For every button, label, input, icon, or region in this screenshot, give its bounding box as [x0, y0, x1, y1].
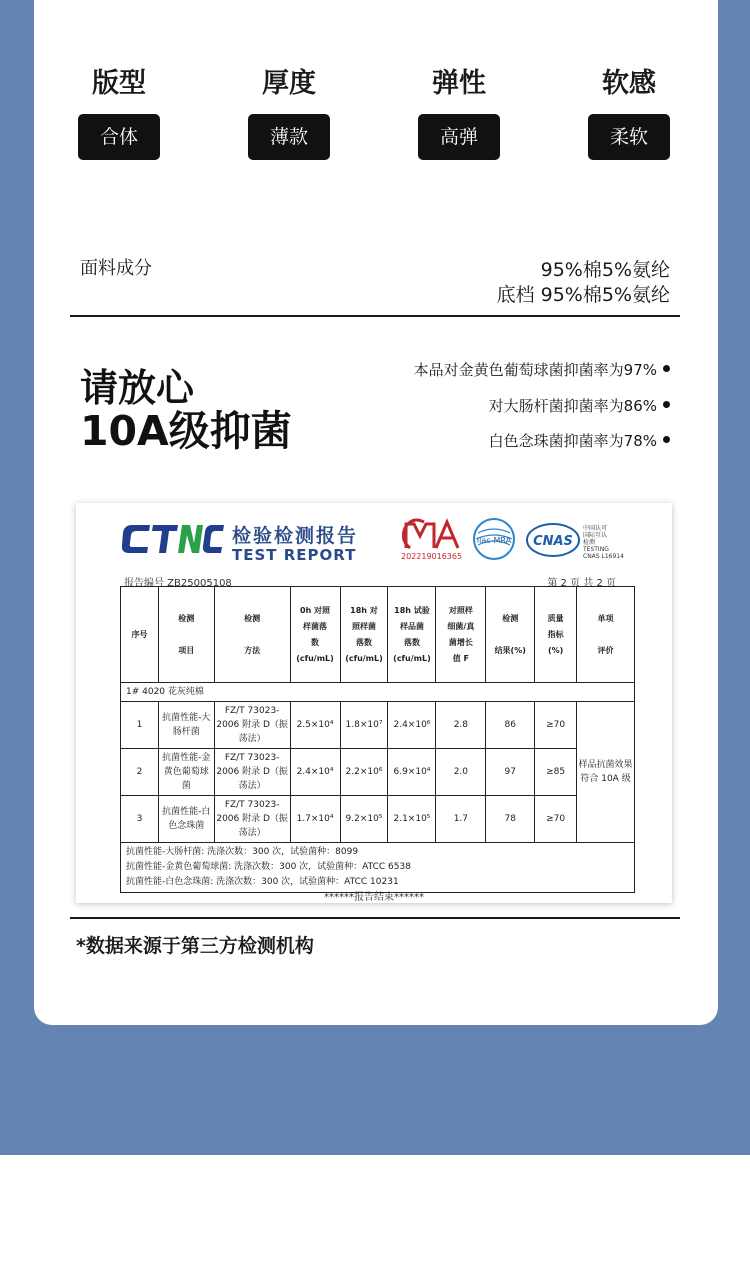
divider: [70, 917, 680, 919]
rate-text: 对大肠杆菌抑菌率为86%: [488, 397, 657, 415]
table-header: 检测 项目: [158, 587, 214, 683]
cell-method: FZ/T 73023-2006 附录 D（振荡法）: [214, 702, 290, 749]
cell-no: 2: [121, 749, 159, 796]
headline-line2: 10A级抑菌: [80, 407, 292, 455]
cell-t18: 2.4×10⁶: [388, 702, 436, 749]
test-report-image: [76, 503, 672, 903]
cnas-side-text: [583, 525, 624, 560]
table-header: 单项 评价: [577, 587, 635, 683]
sample-row: [121, 683, 635, 702]
cell-item: 抗菌性能-大肠杆菌: [158, 702, 214, 749]
report-number: 报告编号 ZB25005108: [124, 578, 232, 589]
notes-row: [121, 843, 635, 893]
attribute-label: 厚度: [262, 68, 316, 99]
report-table: [120, 586, 635, 893]
cell-c0: 1.7×10⁴: [290, 796, 340, 843]
ctc-logo-icon: [120, 519, 225, 559]
cell-f: 2.0: [436, 749, 486, 796]
cell-f: 1.7: [436, 796, 486, 843]
attribute-badge: 合体: [78, 114, 160, 160]
attribute-badge: 高弹: [418, 114, 500, 160]
cell-c0: 2.4×10⁴: [290, 749, 340, 796]
cell-t18: 2.1×10⁵: [388, 796, 436, 843]
table-row: [121, 796, 635, 843]
table-header-row: [121, 587, 635, 683]
bullet-dot-icon: [663, 365, 670, 372]
cell-index: ≥70: [535, 796, 577, 843]
cell-item: 抗菌性能-白色念珠菌: [158, 796, 214, 843]
attribute-badge: 薄款: [248, 114, 330, 160]
attribute-softness: [579, 66, 679, 160]
cnas-side-line: TESTING: [583, 546, 609, 553]
note-line: 抗菌性能-白色念珠菌: 洗涤次数：300 次，试验菌种：ATCC 10231: [126, 877, 399, 887]
cell-c18: 9.2×10⁵: [340, 796, 388, 843]
rate-item: [489, 395, 670, 416]
cma-number: 202219016365: [401, 552, 463, 561]
cnas-side-line: 中国认可: [583, 525, 608, 532]
rate-item: [414, 359, 670, 380]
cell-c0: 2.5×10⁴: [290, 702, 340, 749]
cell-result: 86: [486, 702, 535, 749]
fabric-main-value: 95%棉5%氨纶: [540, 259, 670, 281]
attribute-label: 弹性: [432, 68, 486, 99]
cell-result: 97: [486, 749, 535, 796]
table-header: 检测 方法: [214, 587, 290, 683]
table-header: 序号: [121, 587, 159, 683]
cell-no: 3: [121, 796, 159, 843]
notes-cell: [121, 843, 635, 893]
table-header: 0h 对照 样菌落 数 (cfu/mL): [290, 587, 340, 683]
cell-f: 2.8: [436, 702, 486, 749]
rate-text: 白色念珠菌抑菌率为78%: [488, 432, 657, 450]
cell-evaluation: 样品抗菌效果符合 10A 级: [577, 702, 635, 843]
table-header: 检测 结果(%): [486, 587, 535, 683]
cnas-side-line: 国际互认: [583, 532, 608, 539]
report-title-cn: 检验检测报告: [232, 525, 359, 547]
fabric-crotch-value: 底档 95%棉5%氨纶: [496, 284, 670, 306]
table-header: 对照样 细菌/真 菌增长 值 F: [436, 587, 486, 683]
attribute-label: 版型: [92, 68, 146, 99]
cell-no: 1: [121, 702, 159, 749]
divider: [70, 315, 680, 317]
cell-method: FZ/T 73023-2006 附录 D（振荡法）: [214, 749, 290, 796]
rate-text: 本品对金黄色葡萄球菌抑菌率为97%: [413, 361, 657, 379]
attribute-elasticity: [409, 66, 509, 160]
attribute-thickness: [239, 66, 339, 160]
report-end: ******报告结束******: [324, 892, 424, 903]
table-row: [121, 749, 635, 796]
table-header: 质量 指标 (%): [535, 587, 577, 683]
headline-line1: 请放心: [80, 366, 195, 410]
ilac-mra-logo-icon: [472, 517, 516, 561]
attribute-fit: [69, 66, 169, 160]
cell-item: 抗菌性能-金黄色葡萄球菌: [158, 749, 214, 796]
table-header: 18h 试验 样品菌 落数 (cfu/mL): [388, 587, 436, 683]
sample-cell: 1# 4020 花灰纯棉: [121, 683, 635, 702]
cell-index: ≥85: [535, 749, 577, 796]
fabric-label: 面料成分: [80, 258, 152, 279]
bullet-dot-icon: [663, 401, 670, 408]
report-title-en: TEST REPORT: [232, 546, 357, 564]
attribute-badge: 柔软: [588, 114, 670, 160]
attribute-label: 软感: [602, 68, 656, 99]
cnas-side-line: CNAS L16914: [583, 553, 624, 560]
cell-t18: 6.9×10⁴: [388, 749, 436, 796]
footnote: *数据来源于第三方检测机构: [76, 935, 314, 957]
cell-index: ≥70: [535, 702, 577, 749]
rate-item: [489, 430, 670, 451]
table-header: 18h 对 照样菌 落数 (cfu/mL): [340, 587, 388, 683]
report-page: 第 2 页 共 2 页: [547, 578, 616, 589]
cell-c18: 2.2×10⁶: [340, 749, 388, 796]
note-line: 抗菌性能-金黄色葡萄球菌: 洗涤次数：300 次，试验菌种：ATCC 6538: [126, 862, 411, 872]
cell-result: 78: [486, 796, 535, 843]
cnas-logo-icon: [526, 523, 580, 557]
cell-method: FZ/T 73023-2006 附录 D（振荡法）: [214, 796, 290, 843]
cnas-side-line: 检测: [583, 539, 596, 546]
cell-c18: 1.8×10⁷: [340, 702, 388, 749]
table-row: [121, 702, 635, 749]
cma-seal-icon: [402, 518, 464, 552]
note-line: 抗菌性能-大肠杆菌: 洗涤次数：300 次，试验菌种：8099: [126, 847, 359, 857]
cnas-text: CNAS: [533, 534, 573, 549]
bullet-dot-icon: [663, 436, 670, 443]
ilac-text: ilac-MRA: [476, 536, 512, 545]
